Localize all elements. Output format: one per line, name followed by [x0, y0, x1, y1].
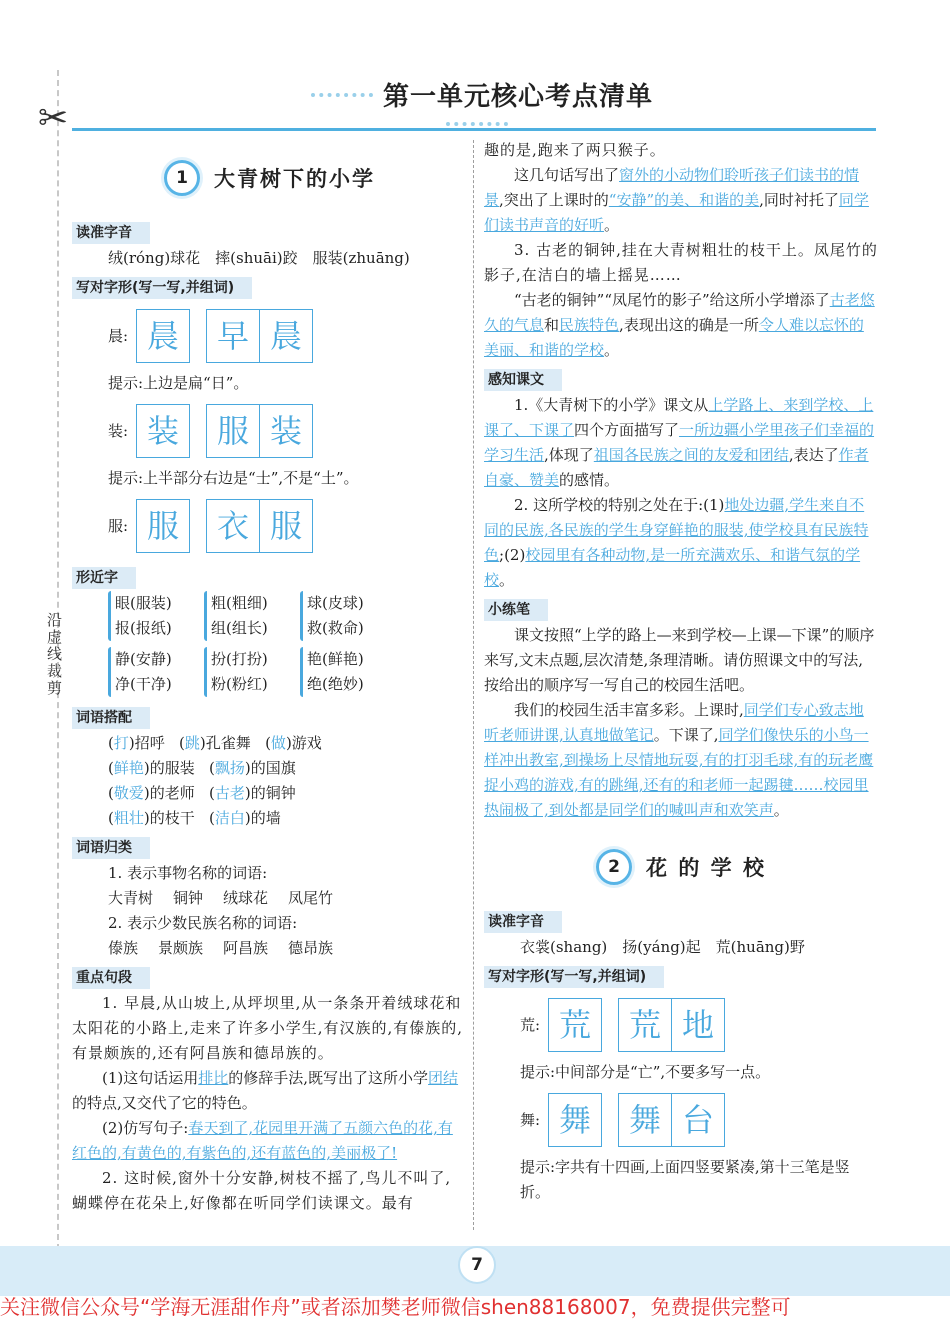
pinyin-line-2: 衣裳(shang) 扬(yáng)起 荒(huāng)野 — [520, 938, 805, 956]
lesson-2-header — [484, 849, 878, 885]
char-grid-row — [72, 404, 467, 458]
practice-answer: 我们的校园生活丰富多彩。上课时,同学们专心致志地听老师讲课,认真地做笔记。下课了,同学们像快乐的小鸟一样冲出教室,到操场上尽情地玩耍,有的打羽毛球,有的玩老鹰捉小鸡的游戏,有的跳绳,还有的和老师一起踢毽……校园里热闹极了,到处都是同学们的喊叫声和欢笑声。 — [484, 701, 874, 819]
lesson-1-title: 大青树下的小学 — [214, 165, 375, 191]
char-box: 台 — [672, 1093, 725, 1147]
section-key-sentences: 重点句段 — [72, 967, 150, 989]
section-collocation: 词语搭配 — [72, 707, 150, 729]
collocation-row: (鲜艳)的服装 (飘扬)的国旗 — [108, 759, 296, 777]
lesson-1-header — [72, 160, 467, 196]
char-box: 晨 — [136, 309, 190, 363]
char-box: 服 — [136, 499, 190, 553]
bottom-watermark-note: 关注微信公众号“学海无涯甜作舟”或者添加樊老师微信shen88168007，免费提供完整可 — [0, 1295, 791, 1319]
right-column — [484, 138, 878, 1205]
lesson-1-number: 1 — [164, 160, 200, 196]
analysis-2: 这几句话写出了窗外的小动物们聆听孩子们读书的情景,突出了上课时的“安静”的美、和谐的美,同时衬托了同学们读书声音的好听。 — [484, 166, 869, 234]
similar-chars-grid — [72, 591, 467, 701]
left-column — [72, 142, 467, 1216]
column-divider — [473, 140, 474, 1230]
section-similar: 形近字 — [72, 567, 136, 589]
char-box: 装 — [260, 404, 313, 458]
page-number: 7 — [458, 1246, 496, 1284]
hint-text: 提示:上边是扁“日”。 — [108, 374, 249, 392]
section-write-2: 写对字形(写一写,并组词) — [484, 966, 664, 988]
char-box: 地 — [672, 998, 725, 1052]
hint-text: 提示:上半部分右边是“士”,不是“土”。 — [108, 469, 359, 487]
similar-pair: 静(安静) 净(干净) — [108, 647, 204, 697]
key-sentence-3: 3. 古老的铜钟,挂在大青树粗壮的枝干上。凤尾竹的影子,在洁白的墙上摇晃…… — [484, 241, 878, 284]
char-grid-row — [72, 499, 467, 553]
grid-label: 舞: — [520, 1110, 541, 1129]
key-answer-1b: (2)仿写句子:春天到了,花园里开满了五颜六色的花,有红色的,有黄色的,有紫色的,还有蓝色的,美丽极了! — [72, 1119, 453, 1162]
hint-text: 提示:字共有十四画,上面四竖要紧凑,第十三笔是竖折。 — [520, 1158, 850, 1201]
perceive-1: 1.《大青树下的小学》课文从上学路上、来到学校、上课了、下课了四个方面描写了一所边疆小学里孩子们幸福的学习生活,体现了祖国各民族之间的友爱和团结,表达了作者自豪、赞美的感情。 — [484, 396, 875, 489]
section-read: 读准字音 — [72, 222, 150, 244]
scissors-icon: ✂ — [38, 98, 69, 139]
key-sentence-2-cont: 趣的是,跑来了两只猴子。 — [484, 141, 666, 159]
lesson-2-title: 花 的 学 校 — [646, 854, 766, 880]
similar-pair: 粗(粗细) 组(组长) — [204, 591, 300, 641]
page-title: 第一单元核心考点清单 — [382, 82, 653, 112]
title-dots-right — [446, 122, 508, 126]
section-classify: 词语归类 — [72, 837, 150, 859]
similar-pair: 眼(服装) 报(报纸) — [108, 591, 204, 641]
similar-pair: 扮(打扮) 粉(粉红) — [204, 647, 300, 697]
classify-1-words: 大青树 铜钟 绒球花 凤尾竹 — [108, 889, 334, 907]
classify-2: 2. 表示少数民族名称的词语: — [108, 914, 298, 932]
char-box: 早 — [206, 309, 260, 363]
char-box: 荒 — [618, 998, 672, 1052]
collocation-row: (敬爱)的老师 (古老)的铜钟 — [108, 784, 296, 802]
grid-label: 装: — [108, 421, 129, 440]
title-row — [262, 76, 692, 116]
char-box: 荒 — [548, 998, 602, 1052]
char-box: 舞 — [618, 1093, 672, 1147]
section-perceive: 感知课文 — [484, 369, 562, 391]
hint-text: 提示:中间部分是“亡”,不要多写一点。 — [520, 1063, 771, 1081]
grid-label: 晨: — [108, 326, 129, 345]
key-answer-1a: (1)这句话运用排比的修辞手法,既写出了这所小学团结的特点,又交代了它的特色。 — [72, 1069, 459, 1112]
char-grid-row — [72, 309, 467, 363]
key-sentence-2: 2. 这时候,窗外十分安静,树枝不摇了,鸟儿不叫了,蝴蝶停在花朵上,好像都在听同学们读课文。最有 — [72, 1169, 452, 1212]
section-write: 写对字形(写一写,并组词) — [72, 277, 252, 299]
char-box: 服 — [260, 499, 313, 553]
perceive-2: 2. 这所学校的特别之处在于:(1)地处边疆,学生来自不同的民族,各民族的学生身穿鲜艳的服装,使学校具有民族特色;(2)校园里有各种动物,是一所充满欢乐、和谐气氛的学校。 — [484, 496, 869, 589]
char-box: 装 — [136, 404, 190, 458]
title-dots-left — [311, 93, 373, 97]
section-read-2: 读准字音 — [484, 911, 562, 933]
title-rule — [72, 128, 876, 131]
char-grid-row — [484, 998, 878, 1052]
practice-prompt: 课文按照“上学的路上—来到学校—上课—下课”的顺序来写,文末点题,层次清楚,条理清晰。请仿照课文中的写法,按给出的顺序写一写自己的校园生活吧。 — [484, 626, 875, 694]
classify-1: 1. 表示事物名称的词语: — [108, 864, 268, 882]
similar-pair: 艳(鲜艳) 绝(绝妙) — [300, 647, 396, 697]
grid-label: 荒: — [520, 1015, 541, 1034]
char-box: 衣 — [206, 499, 260, 553]
section-practice: 小练笔 — [484, 599, 548, 621]
pinyin-line: 绒(róng)球花 摔(shuāi)跤 服装(zhuāng) — [108, 249, 410, 267]
char-box: 晨 — [260, 309, 313, 363]
collocation-row: (打)招呼 (跳)孔雀舞 (做)游戏 — [108, 734, 322, 752]
classify-2-words: 傣族 景颇族 阿昌族 德昂族 — [108, 939, 334, 957]
lesson-2-number: 2 — [596, 849, 632, 885]
char-box: 舞 — [548, 1093, 602, 1147]
grid-label: 服: — [108, 516, 129, 535]
cut-instruction: 沿虚线裁剪 — [45, 612, 63, 697]
analysis-3: “古老的铜钟”“凤尾竹的影子”给这所小学增添了古老悠久的气息和民族特色,表现出这的确是一所令人难以忘怀的美丽、和谐的学校。 — [484, 291, 875, 359]
char-box: 服 — [206, 404, 260, 458]
similar-pair: 球(皮球) 救(救命) — [300, 591, 396, 641]
key-sentence-1: 1. 早晨,从山坡上,从坪坝里,从一条条开着绒球花和太阳花的小路上,走来了许多小学生,有汉族的,有傣族的,有景颇族的,还有阿昌族和德昂族的。 — [72, 994, 464, 1062]
char-grid-row — [484, 1093, 878, 1147]
collocation-row: (粗壮)的枝干 (洁白)的墙 — [108, 809, 281, 827]
